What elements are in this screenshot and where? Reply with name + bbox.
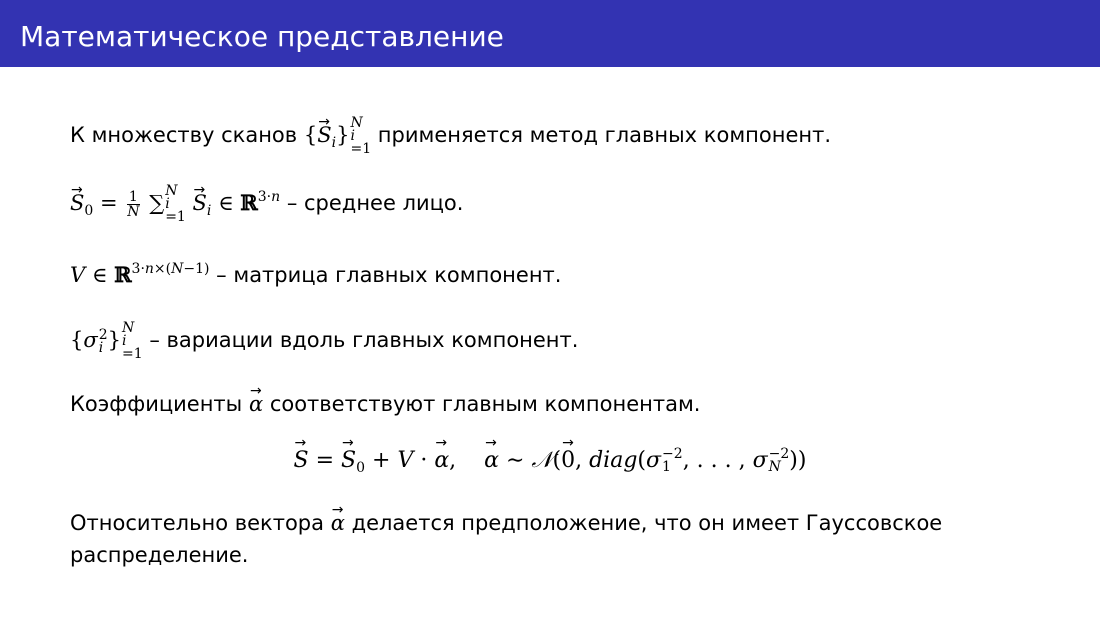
line1-suffix: применяется метод главных компонент. (377, 123, 832, 147)
formula-scans-set: {→ $S_i$} N i =1 (304, 123, 371, 147)
slide-header (0, 0, 1100, 67)
text-line-7 (70, 510, 942, 536)
line2-suffix: – среднее лицо. (286, 191, 464, 215)
formula-alpha: → α (249, 391, 263, 417)
line4-suffix: – вариации вдоль главных компонент. (149, 328, 579, 352)
slide-title: Математическое представление (20, 20, 504, 53)
text-line-5 (70, 391, 700, 417)
line7-suffix: делается предположение, что он имеет Гауссовское (351, 511, 943, 535)
text-line-2 (70, 184, 463, 224)
text-line-1 (70, 117, 831, 156)
formula-matrix-v: V ∈ ℝ$^{3\cdot n\times(N-1)}$ (70, 261, 210, 287)
line5-prefix: Коэффициенты (70, 392, 243, 416)
text-line-4 (70, 322, 578, 361)
text-line-8 (70, 542, 248, 568)
text-line-3 (70, 256, 561, 288)
formula-mean-face: → $S_0$ = $\frac{1}{N}$ ∑ N i =1 → $S_i$ ∈ ℝ$^{3\cdot n}$ (70, 191, 280, 215)
line5-suffix: соответствуют главным компонентам. (269, 392, 701, 416)
formula-variances: {σ 2 i } N i =1 (70, 320, 143, 362)
line1-prefix: К множеству сканов (70, 123, 298, 147)
formula-alpha-2: → α (331, 510, 345, 536)
line7-prefix: Относительно вектора (70, 511, 324, 535)
formula-model-equation: → S = → $S_0 + V$ · → α, → α ∼ 𝒩(→ 0, diag(σ −2 1 , . . . , σ −2 N )) (0, 448, 1100, 476)
line8: распределение. (70, 543, 249, 567)
line3-suffix: – матрица главных компонент. (216, 263, 562, 287)
